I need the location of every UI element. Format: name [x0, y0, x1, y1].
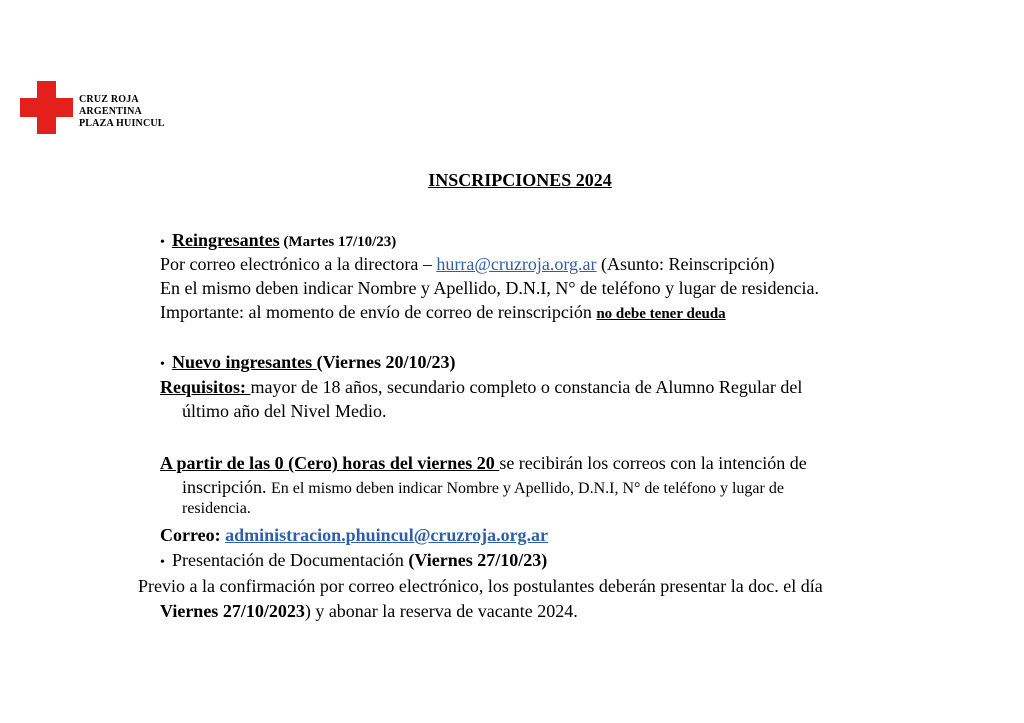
email-line-prefix: Por correo electrónico a la directora –: [160, 254, 437, 274]
reingresantes-email-line: [160, 252, 775, 276]
documentacion-line-1: Previo a la confirmación por correo electrónico, los postulantes deberán presentar la doc. el día: [138, 576, 823, 596]
requisitos-line: [160, 375, 802, 399]
documentacion-heading: Presentación de Documentación: [172, 550, 409, 570]
reingresantes-heading: Reingresantes: [172, 230, 280, 250]
reingresantes-important-line: [160, 300, 726, 326]
nuevo-date: (Viernes 20/10/23): [316, 352, 456, 372]
documentacion-rest: ) y abonar la reserva de vacante 2024.: [304, 601, 578, 621]
bullet: •: [160, 555, 165, 570]
no-debt-emphasis: no debe tener deuda: [596, 306, 726, 322]
logo-line: CRUZ ROJA: [79, 94, 139, 105]
bullet: •: [160, 235, 165, 250]
logo-line: ARGENTINA: [79, 106, 142, 117]
email-line-suffix: (Asunto: Reinscripción): [596, 254, 775, 274]
correo-line: [160, 523, 548, 547]
requisitos-text: mayor de 18 años, secundario completo o constancia de Alumno Regular del: [250, 377, 803, 397]
requisitos-line-2: último año del Nivel Medio.: [182, 401, 387, 421]
correo-label: Correo:: [160, 525, 226, 545]
nuevo-heading: Nuevo ingresantes: [172, 352, 317, 372]
page-title: INSCRIPCIONES 2024: [428, 170, 612, 190]
documentacion-heading-line: [160, 548, 547, 575]
documentacion-date: (Viernes 27/10/23): [408, 550, 548, 570]
apartir-line: [160, 451, 807, 475]
apartir-inscripcion: inscripción.: [182, 477, 271, 497]
reingresantes-info-line: En el mismo deben indicar Nombre y Apellido, D.N.I, N° de teléfono y lugar de residencia.: [160, 278, 820, 298]
red-cross-icon: [20, 81, 73, 134]
apartir-info: En el mismo deben indicar Nombre y Apellido, D.N.I, N° de teléfono y lugar de: [270, 480, 784, 497]
reingresantes-date: (Martes 17/10/23): [279, 234, 397, 250]
important-text: Importante: al momento de envío de correo de reinscripción: [160, 302, 597, 322]
reingresantes-heading-line: [160, 228, 396, 255]
apartir-bold: A partir de las 0 (Cero) horas del viernes 20: [160, 453, 500, 473]
documentacion-line-2: [160, 599, 578, 623]
logo-line: PLAZA HUINCUL: [79, 118, 165, 129]
apartir-line-2: [182, 475, 784, 501]
nuevo-heading-line: [160, 350, 455, 377]
apartir-line-3: residencia.: [182, 500, 251, 517]
documentacion-date-bold: Viernes 27/10/2023: [160, 601, 305, 621]
admin-email-link[interactable]: administracion.phuincul@cruzroja.org.ar: [225, 525, 549, 545]
bullet: •: [160, 357, 165, 372]
director-email-link[interactable]: hurra@cruzroja.org.ar: [436, 254, 597, 274]
apartir-text: se recibirán los correos con la intención de: [499, 453, 807, 473]
requisitos-label: Requisitos:: [160, 377, 251, 397]
organization-name: [79, 94, 165, 130]
